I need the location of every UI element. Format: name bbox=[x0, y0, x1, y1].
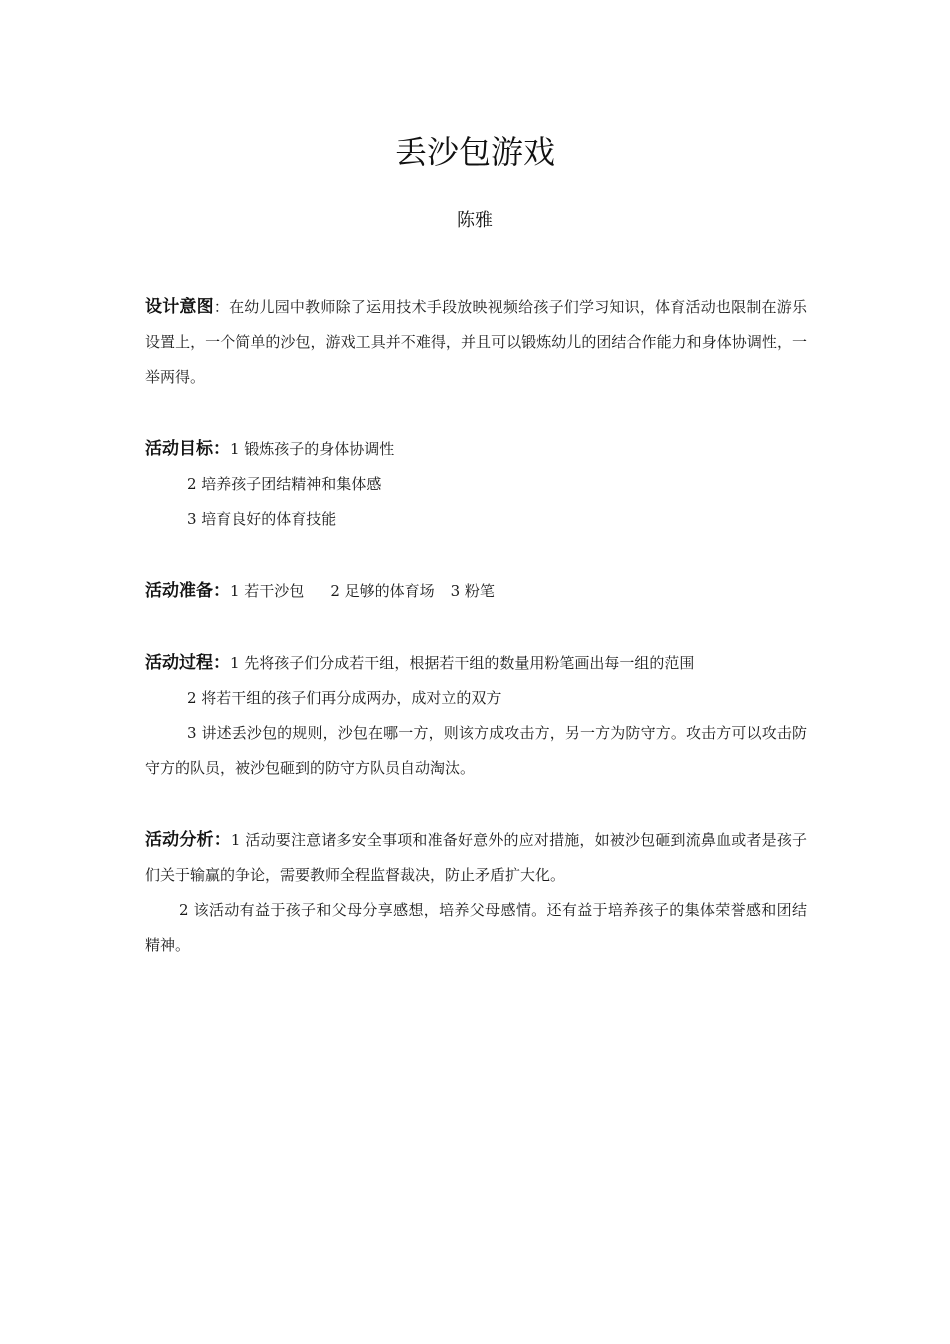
preparation-item: 1 若干沙包 bbox=[230, 582, 305, 600]
analysis-paragraph bbox=[145, 823, 807, 893]
process-item-line bbox=[145, 681, 807, 716]
goal-item-line bbox=[145, 502, 807, 537]
design-intent-colon: ： bbox=[213, 298, 230, 316]
goal-item: 1 锻炼孩子的身体协调性 bbox=[230, 440, 395, 458]
analysis-item: 2 该活动有益于孩子和父母分享感想，培养父母感情。还有益于培养孩子的集体荣誉感和团结精神。 bbox=[145, 901, 807, 954]
document-body bbox=[145, 290, 807, 963]
section-spacer bbox=[145, 537, 807, 574]
design-intent-paragraph bbox=[145, 290, 807, 395]
analysis-label: 活动分析 bbox=[145, 830, 214, 850]
design-intent-text: 在幼儿园中教师除了运用技术手段放映视频给孩子们学习知识，体育活动也限制在游乐设置上，一个简单的沙包，游戏工具并不难得，并且可以锻炼幼儿的团结合作能力和身体协调性，一举两得。 bbox=[145, 298, 807, 386]
goals-label: 活动目标 bbox=[145, 439, 213, 459]
process-label: 活动过程 bbox=[145, 653, 213, 673]
analysis-item-line bbox=[145, 893, 807, 963]
analysis-item: 1 活动要注意诸多安全事项和准备好意外的应对措施，如被沙包砸到流鼻血或者是孩子们关于输赢的争论，需要教师全程监督裁决，防止矛盾扩大化。 bbox=[145, 831, 807, 884]
preparation-paragraph bbox=[145, 574, 807, 609]
process-colon: ： bbox=[213, 653, 230, 673]
preparation-label: 活动准备 bbox=[145, 581, 213, 601]
section-spacer bbox=[145, 609, 807, 646]
preparation-colon: ： bbox=[213, 581, 230, 601]
goal-item: 2 培养孩子团结精神和集体感 bbox=[187, 475, 382, 493]
preparation-item: 3 粉笔 bbox=[450, 582, 495, 600]
preparation-item: 2 足够的体育场 bbox=[330, 582, 435, 600]
design-intent-label: 设计意图 bbox=[145, 297, 214, 317]
process-paragraph bbox=[145, 646, 807, 681]
goals-colon: ： bbox=[213, 439, 230, 459]
document-title: 丢沙包游戏 bbox=[394, 133, 555, 171]
analysis-colon: ： bbox=[213, 830, 231, 850]
process-item-line bbox=[145, 716, 807, 786]
goal-item-line bbox=[145, 467, 807, 502]
process-item: 3 讲述丢沙包的规则，沙包在哪一方，则该方成攻击方，另一方为防守方。攻击方可以攻击防守方的队员，被沙包砸到的防守方队员自动淘汰。 bbox=[145, 724, 807, 777]
section-spacer bbox=[145, 395, 807, 432]
goals-paragraph bbox=[145, 432, 807, 467]
section-spacer bbox=[145, 786, 807, 823]
document-author: 陈雅 bbox=[457, 210, 493, 231]
process-item: 2 将若干组的孩子们再分成两办，成对立的双方 bbox=[187, 689, 502, 707]
goal-item: 3 培育良好的体育技能 bbox=[187, 510, 337, 528]
process-item: 1 先将孩子们分成若干组，根据若干组的数量用粉笔画出每一组的范围 bbox=[230, 654, 695, 672]
